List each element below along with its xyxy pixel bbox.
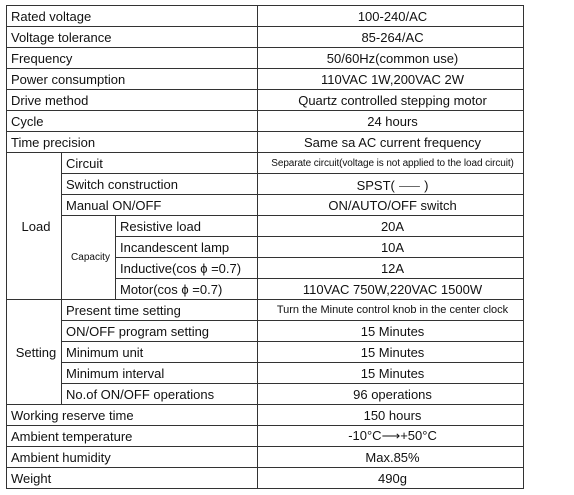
table-row [7, 6, 524, 27]
spec-label: Power consumption [7, 69, 258, 90]
spec-value: 15 Minutes [258, 363, 524, 384]
spec-value: 10A [258, 237, 524, 258]
table-row [7, 216, 524, 237]
table-row [7, 384, 524, 405]
spec-value: 490g [258, 468, 524, 489]
spec-label: Rated voltage [7, 6, 258, 27]
spec-value: 96 operations [258, 384, 524, 405]
table-row [7, 48, 524, 69]
table-row [7, 69, 524, 90]
capacity-group-label: Capacity [62, 216, 116, 300]
spec-label: Working reserve time [7, 405, 258, 426]
table-row [7, 300, 524, 321]
table-row [7, 342, 524, 363]
table-row [7, 111, 524, 132]
table-row [7, 447, 524, 468]
table-row [7, 27, 524, 48]
spec-table [6, 5, 524, 489]
load-group-label: Load [7, 153, 62, 300]
spec-label: Drive method [7, 90, 258, 111]
spec-label: Minimum unit [62, 342, 258, 363]
spec-label: Minimum interval [62, 363, 258, 384]
spec-label: Time precision [7, 132, 258, 153]
spec-value: 150 hours [258, 405, 524, 426]
setting-group-label: Setting [7, 300, 62, 405]
spec-label: Ambient humidity [7, 447, 258, 468]
spec-value: Separate circuit(voltage is not applied to the load circuit) [258, 153, 524, 174]
spec-label: Cycle [7, 111, 258, 132]
table-row [7, 321, 524, 342]
spec-label: Motor(cos ϕ =0.7) [116, 279, 258, 300]
table-row [7, 90, 524, 111]
spec-label: Ambient temperature [7, 426, 258, 447]
spec-label: Present time setting [62, 300, 258, 321]
table-row [7, 363, 524, 384]
spec-value: Max.85% [258, 447, 524, 468]
spec-value: 15 Minutes [258, 342, 524, 363]
spec-value: -10°C⟶+50°C [258, 426, 524, 447]
spec-value: 12A [258, 258, 524, 279]
spec-value: Turn the Minute control knob in the center clock [258, 300, 524, 321]
spec-label: Incandescent lamp [116, 237, 258, 258]
spec-value: 15 Minutes [258, 321, 524, 342]
spec-value: 20A [258, 216, 524, 237]
table-row [7, 426, 524, 447]
spec-label: No.of ON/OFF operations [62, 384, 258, 405]
spec-value: 110VAC 750W,220VAC 1500W [258, 279, 524, 300]
spec-value: ON/AUTO/OFF switch [258, 195, 524, 216]
spec-value: 24 hours [258, 111, 524, 132]
spec-label: Inductive(cos ϕ =0.7) [116, 258, 258, 279]
spec-label: Voltage tolerance [7, 27, 258, 48]
table-row [7, 468, 524, 489]
spec-value: 110VAC 1W,200VAC 2W [258, 69, 524, 90]
spec-value: Same sa AC current frequency [258, 132, 524, 153]
spec-value: Quartz controlled stepping motor [258, 90, 524, 111]
spec-value: SPST( ⸺ ) [258, 174, 524, 195]
spec-label: Manual ON/OFF [62, 195, 258, 216]
spec-label: ON/OFF program setting [62, 321, 258, 342]
table-row [7, 405, 524, 426]
table-row [7, 132, 524, 153]
table-row [7, 195, 524, 216]
spec-label: Frequency [7, 48, 258, 69]
spec-value: 85-264/AC [258, 27, 524, 48]
spec-label: Weight [7, 468, 258, 489]
spec-label: Circuit [62, 153, 258, 174]
table-row [7, 153, 524, 174]
spec-label: Resistive load [116, 216, 258, 237]
spec-value: 100-240/AC [258, 6, 524, 27]
spec-label: Switch construction [62, 174, 258, 195]
spec-value: 50/60Hz(common use) [258, 48, 524, 69]
table-row [7, 174, 524, 195]
